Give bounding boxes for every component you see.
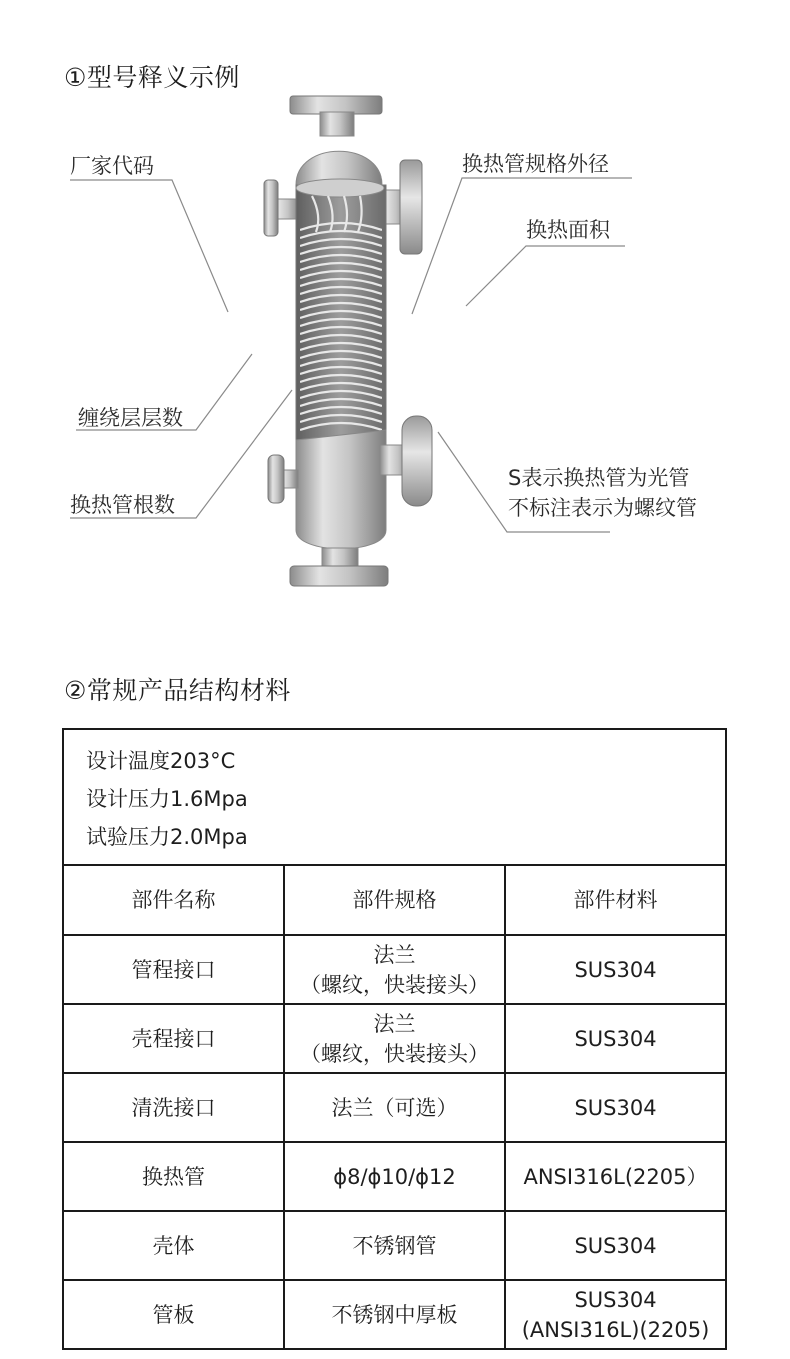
col-header-name: 部件名称 [63, 865, 284, 935]
part-material: SUS304 [505, 1073, 726, 1142]
design-pressure: 设计压力1.6Mpa [86, 787, 248, 811]
part-material: SUS304 [505, 935, 726, 1004]
part-name: 管程接口 [63, 935, 284, 1004]
design-conditions [63, 729, 726, 865]
part-spec [284, 935, 505, 1004]
materials-table [62, 728, 727, 1350]
test-pressure: 试验压力2.0Mpa [86, 825, 248, 849]
part-spec: 法兰（可选） [284, 1073, 505, 1142]
part-spec: ϕ8/ϕ10/ϕ12 [284, 1142, 505, 1211]
part-material: SUS304 [505, 1004, 726, 1073]
part-name: 壳体 [63, 1211, 284, 1280]
part-material-line: SUS304 [574, 1287, 657, 1312]
part-spec-line: 法兰 [373, 942, 416, 967]
table-row [63, 1211, 726, 1280]
design-temperature: 设计温度203°C [86, 749, 236, 773]
part-spec-line: 法兰 [373, 1011, 416, 1036]
heat-exchanger-figure [0, 0, 790, 640]
label-tube-type-2: 不标注表示为螺纹管 [508, 496, 697, 520]
label-manufacturer-code: 厂家代码 [70, 154, 154, 178]
vessel-illustration [264, 96, 432, 586]
table-row [63, 1142, 726, 1211]
table-header-row [63, 865, 726, 935]
label-tube-count: 换热管根数 [70, 493, 175, 517]
table-row [63, 1004, 726, 1073]
label-tube-type-1: S表示换热管为光管 [508, 466, 690, 490]
section2-heading: ②常规产品结构材料 [64, 676, 291, 705]
part-material [505, 1280, 726, 1349]
label-tube-spec-od: 换热管规格外径 [462, 152, 609, 176]
part-name: 换热管 [63, 1142, 284, 1211]
part-name: 清洗接口 [63, 1073, 284, 1142]
conditions-row [63, 729, 726, 865]
part-material: ANSI316L(2205） [505, 1142, 726, 1211]
section1-heading: ①型号释义示例 [64, 63, 240, 92]
table-row [63, 1073, 726, 1142]
col-header-material: 部件材料 [505, 865, 726, 935]
part-spec: 不锈钢中厚板 [284, 1280, 505, 1349]
col-header-spec: 部件规格 [284, 865, 505, 935]
table-row [63, 935, 726, 1004]
label-winding-layers: 缠绕层层数 [78, 406, 183, 430]
table-row [63, 1280, 726, 1349]
part-name: 壳程接口 [63, 1004, 284, 1073]
part-spec: 不锈钢管 [284, 1211, 505, 1280]
part-spec-line: （螺纹，快装接头） [300, 1041, 489, 1066]
part-name: 管板 [63, 1280, 284, 1349]
label-heat-area: 换热面积 [526, 218, 610, 242]
part-spec [284, 1004, 505, 1073]
part-material-line: (ANSI316L)(2205) [521, 1317, 710, 1342]
part-spec-line: （螺纹，快装接头） [300, 972, 489, 997]
part-material: SUS304 [505, 1211, 726, 1280]
